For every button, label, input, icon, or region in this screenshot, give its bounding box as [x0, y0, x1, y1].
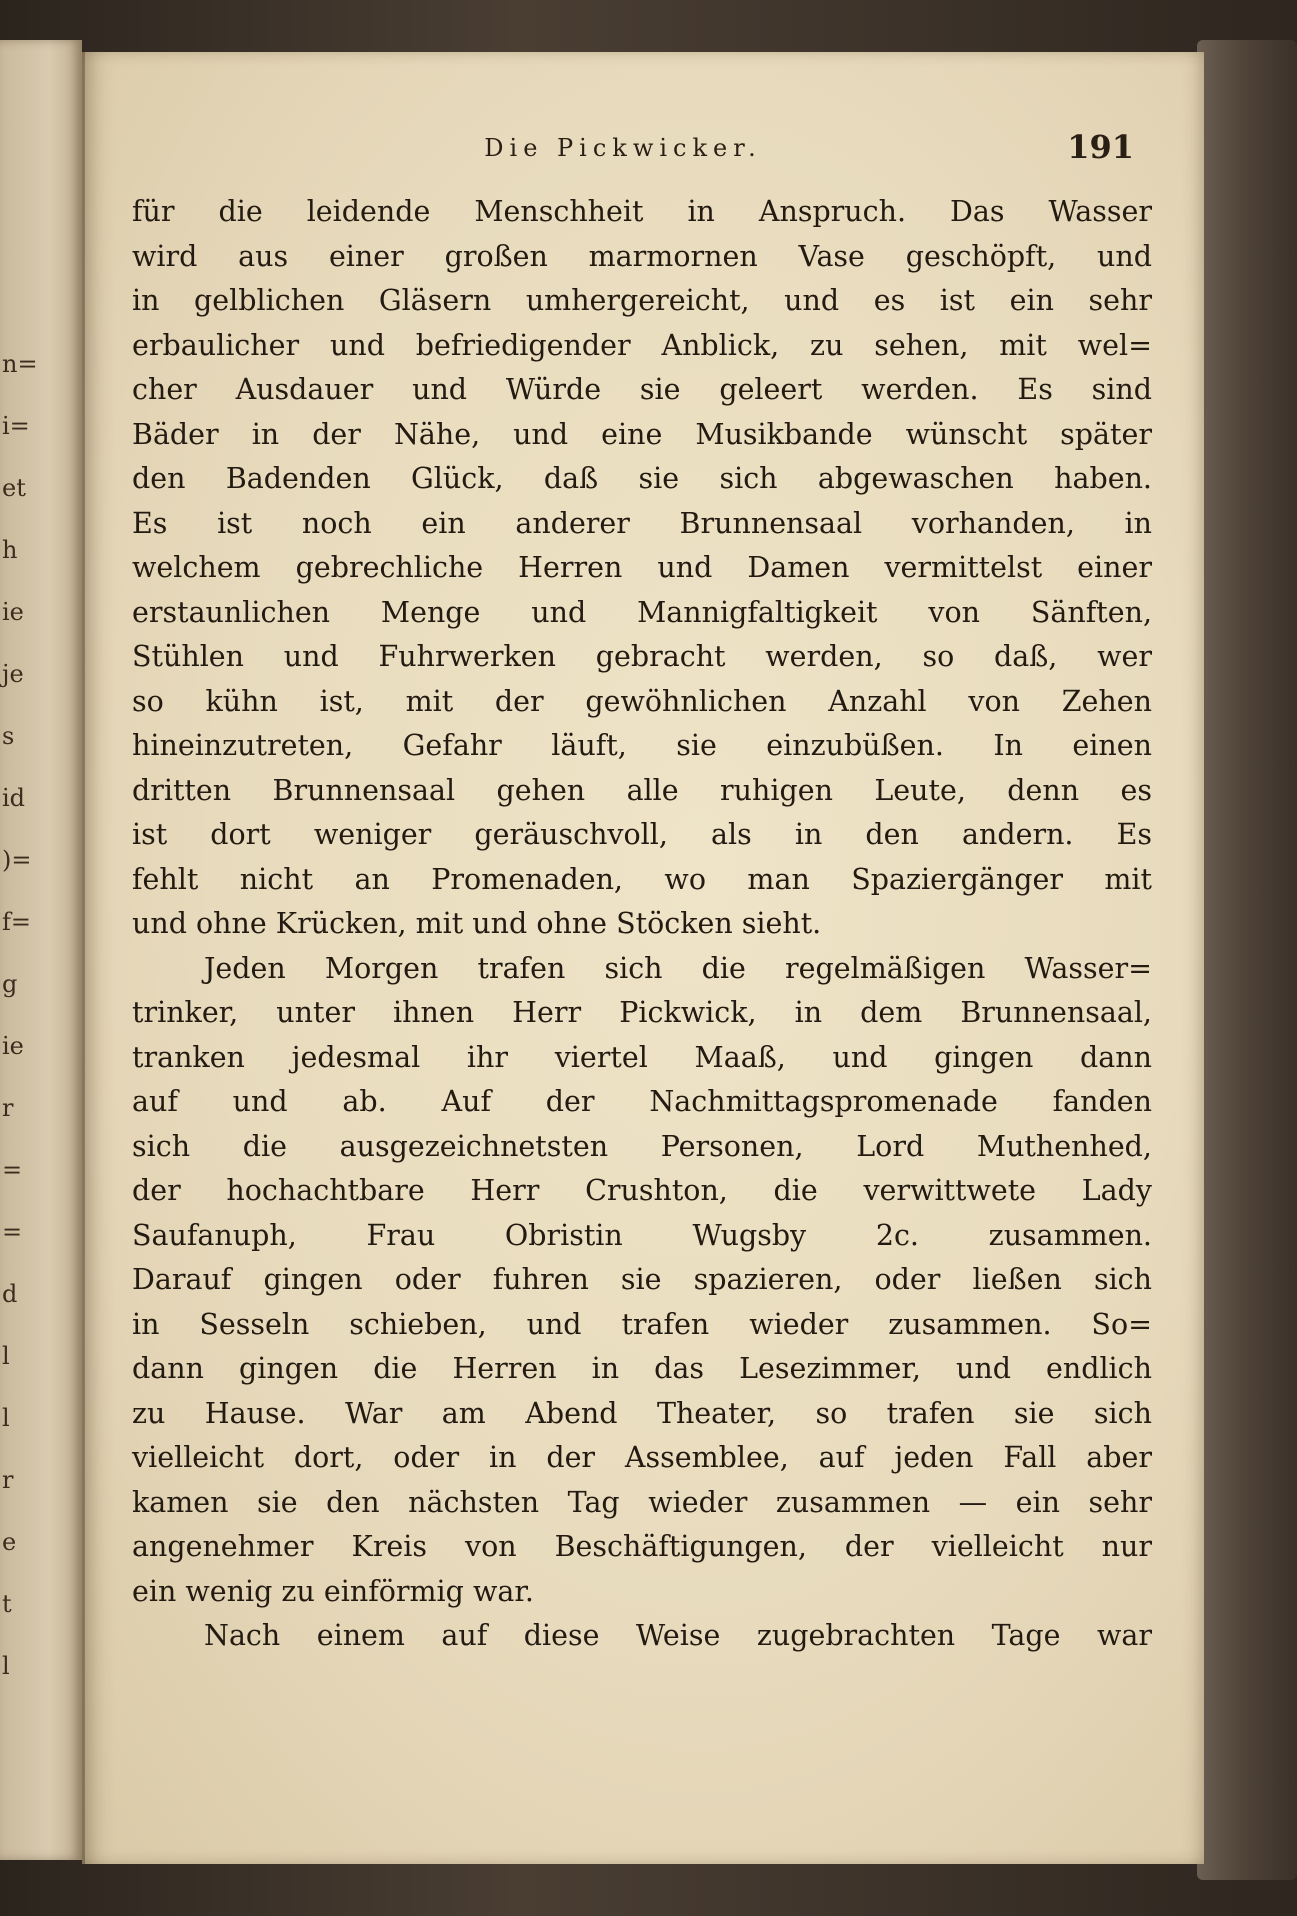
page-number: 191	[1067, 128, 1134, 166]
left-page-fragment: l	[2, 1652, 10, 1680]
left-page-fragment: l	[2, 1342, 10, 1370]
text-line: in Sesseln schieben, und trafen wieder zusammen. So=	[132, 1307, 1152, 1341]
text-line: erstaunlichen Menge und Mannigfaltigkeit von Sänften,	[132, 595, 1152, 629]
page-header	[112, 128, 1134, 194]
left-page-fragment: l	[2, 1404, 10, 1432]
left-page-fragment: s	[2, 722, 15, 750]
text-line: in gelblichen Gläsern umhergereicht, und es ist ein sehr	[132, 284, 1152, 317]
text-line: ist dort weniger geräuschvoll, als in den andern. Es	[132, 818, 1152, 851]
left-page-fragment: )=	[2, 846, 32, 874]
left-page-fragment: g	[2, 970, 18, 998]
text-line: für die leidende Menschheit in Anspruch. Das Wasser	[132, 195, 1152, 228]
text-line: vielleicht dort, oder in der Assemblee, auf jeden Fall aber	[132, 1441, 1152, 1474]
text-line: so kühn ist, mit der gewöhnlichen Anzahl von Zehen	[132, 684, 1152, 718]
text-line: trinker, unter ihnen Herr Pickwick, in dem Brunnensaal,	[132, 996, 1152, 1029]
left-page-fragment: f=	[2, 908, 31, 936]
text-line: welchem gebrechliche Herren und Damen vermittelst einer	[132, 551, 1152, 584]
text-line: hineinzutreten, Gefahr läuft, sie einzubüßen. In einen	[132, 729, 1152, 762]
left-page-fragment: t	[2, 1590, 12, 1618]
body-text	[132, 190, 1152, 1659]
text-line: cher Ausdauer und Würde sie geleert werden. Es sind	[132, 373, 1152, 406]
text-line: Saufanuph, Frau Obristin Wugsby 2c. zusammen.	[132, 1218, 1152, 1252]
text-line: der hochachtbare Herr Crushton, die verwittwete Lady	[132, 1174, 1152, 1207]
text-line: Bäder in der Nähe, und eine Musikbande wünscht später	[132, 417, 1152, 451]
left-page-fragment: ie	[2, 598, 24, 626]
left-page-fragment: et	[2, 474, 26, 502]
running-title: Die Pickwicker.	[484, 134, 762, 162]
left-page-fragment: id	[2, 784, 26, 812]
left-page-fragment: =	[2, 1156, 23, 1184]
text-line: fehlt nicht an Promenaden, wo man Spaziergänger mit	[132, 862, 1152, 896]
text-line: kamen sie den nächsten Tag wieder zusammen — ein sehr	[132, 1485, 1152, 1519]
left-page-fragment: r	[2, 1466, 14, 1494]
text-line: und ohne Krücken, mit und ohne Stöcken sieht.	[132, 907, 822, 940]
text-line: erbaulicher und befriedigender Anblick, zu sehen, mit wel=	[132, 328, 1152, 362]
text-line: wird aus einer großen marmornen Vase geschöpft, und	[132, 239, 1152, 273]
page-gutter	[82, 52, 85, 1864]
text-line: Es ist noch ein anderer Brunnensaal vorhanden, in	[132, 506, 1152, 540]
text-line: angenehmer Kreis von Beschäftigungen, der vielleicht nur	[132, 1530, 1152, 1563]
text-line: tranken jedesmal ihr viertel Maaß, und gingen dann	[132, 1040, 1152, 1074]
left-page-fragment: d	[2, 1280, 18, 1308]
text-line: ein wenig zu einförmig war.	[132, 1574, 534, 1608]
text-line: auf und ab. Auf der Nachmittagspromenade fanden	[132, 1085, 1152, 1118]
text-line: zu Hause. War am Abend Theater, so trafen sie sich	[132, 1396, 1152, 1430]
text-line: dann gingen die Herren in das Lesezimmer, und endlich	[132, 1352, 1152, 1385]
left-page-fragment: i=	[2, 412, 30, 440]
left-page-fragment: h	[2, 536, 18, 564]
text-line: Nach einem auf diese Weise zugebrachten Tage war	[204, 1619, 1152, 1652]
book-cover-edge	[1197, 40, 1297, 1880]
left-page-fragment: r	[2, 1094, 14, 1122]
text-line: Jeden Morgen trafen sich die regelmäßigen Wasser=	[204, 951, 1152, 985]
text-line: Darauf gingen oder fuhren sie spazieren, oder ließen sich	[132, 1263, 1152, 1296]
book-page	[82, 52, 1204, 1864]
text-line: sich die ausgezeichnetsten Personen, Lord Muthenhed,	[132, 1129, 1152, 1163]
left-page-edge	[0, 40, 82, 1860]
left-page-fragment: n=	[2, 350, 38, 378]
text-line: dritten Brunnensaal gehen alle ruhigen Leute, denn es	[132, 773, 1152, 807]
text-line: Stühlen und Fuhrwerken gebracht werden, so daß, wer	[132, 640, 1152, 673]
left-page-fragment: =	[2, 1218, 23, 1246]
left-page-fragment: e	[2, 1528, 17, 1556]
left-page-fragment: je	[2, 660, 24, 688]
text-line: den Badenden Glück, daß sie sich abgewaschen haben.	[132, 462, 1152, 495]
left-page-fragment: ie	[2, 1032, 24, 1060]
